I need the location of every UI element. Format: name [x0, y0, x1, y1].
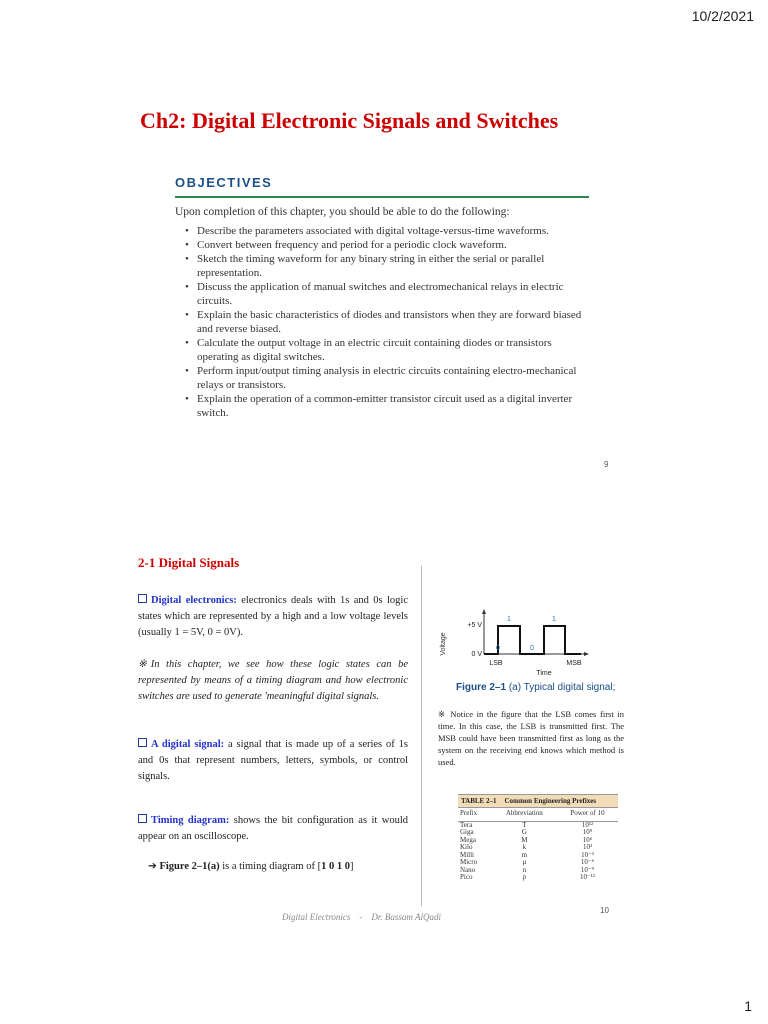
bit-label: 0 — [530, 645, 534, 652]
footer-course: Digital Electronics — [282, 912, 351, 922]
column-divider — [421, 566, 422, 906]
definition-text: electronics deals with 1s and 0s logic states which are represented by a high and a low voltage levels (usually 1 = 5V, 0 = 0V). — [138, 595, 408, 638]
slide-number: 9 — [604, 460, 609, 469]
table-cell: Tera — [460, 820, 473, 829]
checkbox-bullet-icon — [138, 594, 147, 603]
table-row — [458, 852, 618, 860]
msb-label: MSB — [566, 660, 582, 667]
prefix-table — [458, 794, 618, 882]
section-title: 2-1 Digital Signals — [138, 555, 240, 570]
table-title: Common Engineering Prefixes — [504, 797, 597, 805]
checkbox-bullet-icon — [138, 738, 147, 747]
table-cell: μ — [522, 858, 527, 866]
prefix-table-grid — [458, 810, 618, 882]
table-cell: 10⁹ — [582, 828, 593, 836]
table-cell: 10⁻¹² — [580, 873, 595, 881]
table-cell: m — [521, 850, 528, 859]
table-cell: 10¹² — [581, 820, 594, 829]
term-label: A digital signal: — [151, 739, 225, 750]
page-number: 1 — [744, 998, 752, 1014]
table-cell: 10⁻⁹ — [580, 865, 595, 874]
figure-number: Figure 2–1 — [456, 682, 507, 693]
table-label: TABLE 2–1 — [461, 797, 497, 805]
checkbox-bullet-icon — [138, 814, 147, 823]
digital-electronics-paragraph — [138, 593, 408, 641]
figure-reference — [148, 859, 408, 875]
table-row — [458, 844, 618, 852]
timing-diagram-paragraph — [138, 813, 408, 845]
footer-separator: - — [359, 912, 363, 922]
table-cell: Giga — [460, 828, 474, 836]
table-header: Power of 10 — [570, 809, 605, 817]
figure-ref-text: is a timing diagram of [ — [219, 861, 322, 872]
table-cell: 10⁻⁶ — [580, 858, 595, 866]
slide-footer — [282, 912, 441, 922]
slide-number: 10 — [600, 906, 609, 915]
lsb-label: LSB — [489, 660, 503, 667]
x-axis-arrow — [584, 652, 589, 656]
table-cell: Mega — [460, 835, 476, 844]
table-cell: M — [521, 835, 528, 844]
table-title-bar — [458, 794, 618, 808]
figure-caption — [456, 682, 615, 693]
objective-item: • Explain the basic characteristics of diodes and transistors when they are forward biased and reverse biased. — [185, 308, 595, 336]
table-row — [458, 837, 618, 845]
low-level-label: 0 V — [471, 651, 482, 658]
table-row — [458, 821, 618, 829]
table-cell: T — [522, 820, 527, 829]
objective-item: • Convert between frequency and period for a periodic clock waveform. — [185, 238, 595, 252]
y-axis-arrow — [482, 609, 486, 614]
objective-item: • Perform input/output timing analysis in electric circuits containing electro-mechanical relays or transistors. — [185, 364, 595, 392]
chapter-note: ※In this chapter, we see how these logic states can be represented by means of a timing diagram and how electronic switches are used to generate 'meaningful digital signals. — [138, 659, 408, 702]
table-cell: Kilo — [460, 843, 473, 851]
high-level-label: +5 V — [467, 622, 482, 629]
slide-title: Ch2: Digital Electronic Signals and Switches — [140, 108, 559, 133]
objective-item: • Explain the operation of a common-emitter transistor circuit used as a digital inverter switch. — [185, 392, 595, 420]
objectives-list — [185, 224, 595, 420]
arrow-icon: ➔ — [148, 861, 157, 872]
table-cell: Nano — [460, 865, 476, 874]
lsb-notice: ※ Notice in the figure that the LSB comes first in time. In this case, the LSB is transmitted first. The MSB could have been transmitted first as long as the system on the receiving end knows which method is used. — [438, 709, 624, 767]
time-axis-label: Time — [536, 670, 552, 677]
figure-ref: Figure 2–1(a) — [159, 861, 220, 872]
bit-label: 0 — [496, 645, 500, 652]
table-cell: 10⁻³ — [581, 850, 594, 859]
digital-signal-waveform — [436, 606, 626, 678]
table-cell: 10³ — [582, 843, 593, 851]
objectives-heading: OBJECTIVES — [175, 175, 273, 190]
table-cell: k — [522, 843, 527, 851]
table-cell: G — [521, 828, 527, 836]
table-header: Prefix — [460, 809, 478, 817]
table-cell: 10⁶ — [582, 835, 593, 844]
term-label: Digital electronics: — [151, 595, 237, 606]
definition-text: shows the bit configuration as it would appear on an oscilloscope. — [138, 815, 408, 842]
objectives-intro: Upon completion of this chapter, you should be able to do the following: — [175, 206, 510, 218]
bit-label: 1 — [507, 616, 511, 623]
table-row — [458, 874, 618, 882]
footer-author: Dr. Bassam AlQadi — [371, 912, 441, 922]
bit-label: 1 — [552, 616, 556, 623]
objectives-rule — [175, 196, 589, 198]
table-header: Abbreviation — [505, 809, 543, 817]
table-row — [458, 859, 618, 867]
objective-item: • Calculate the output voltage in an electric circuit containing diodes or transistors operating as digital switches. — [185, 336, 595, 364]
table-header-row — [458, 810, 618, 821]
y-axis-label: Voltage — [440, 632, 447, 656]
term-label: Timing diagram: — [151, 815, 230, 826]
figure-bits: 1 0 1 0 — [321, 861, 350, 872]
figure-ref-end: ] — [349, 861, 354, 872]
table-cell: Pico — [460, 873, 473, 881]
table-cell: n — [522, 865, 527, 874]
digital-signal-paragraph — [138, 737, 408, 785]
objective-item: • Discuss the application of manual switches and electromechanical relays in electric circuits. — [185, 280, 595, 308]
table-cell: p — [522, 873, 527, 881]
figure-caption-text: (a) Typical digital signal; — [508, 682, 616, 693]
definition-text: a signal that is made up of a series of 1s and 0s that represent numbers, letters, symbols, or control signals. — [138, 739, 408, 782]
table-cell: Milli — [460, 850, 475, 859]
table-cell: Micro — [460, 858, 478, 866]
objective-item: • Sketch the timing waveform for any binary string in either the serial or parallel representation. — [185, 252, 595, 280]
objective-item: • Describe the parameters associated with digital voltage-versus-time waveforms. — [185, 224, 595, 238]
table-row — [458, 829, 618, 837]
date: 10/2/2021 — [691, 8, 754, 24]
